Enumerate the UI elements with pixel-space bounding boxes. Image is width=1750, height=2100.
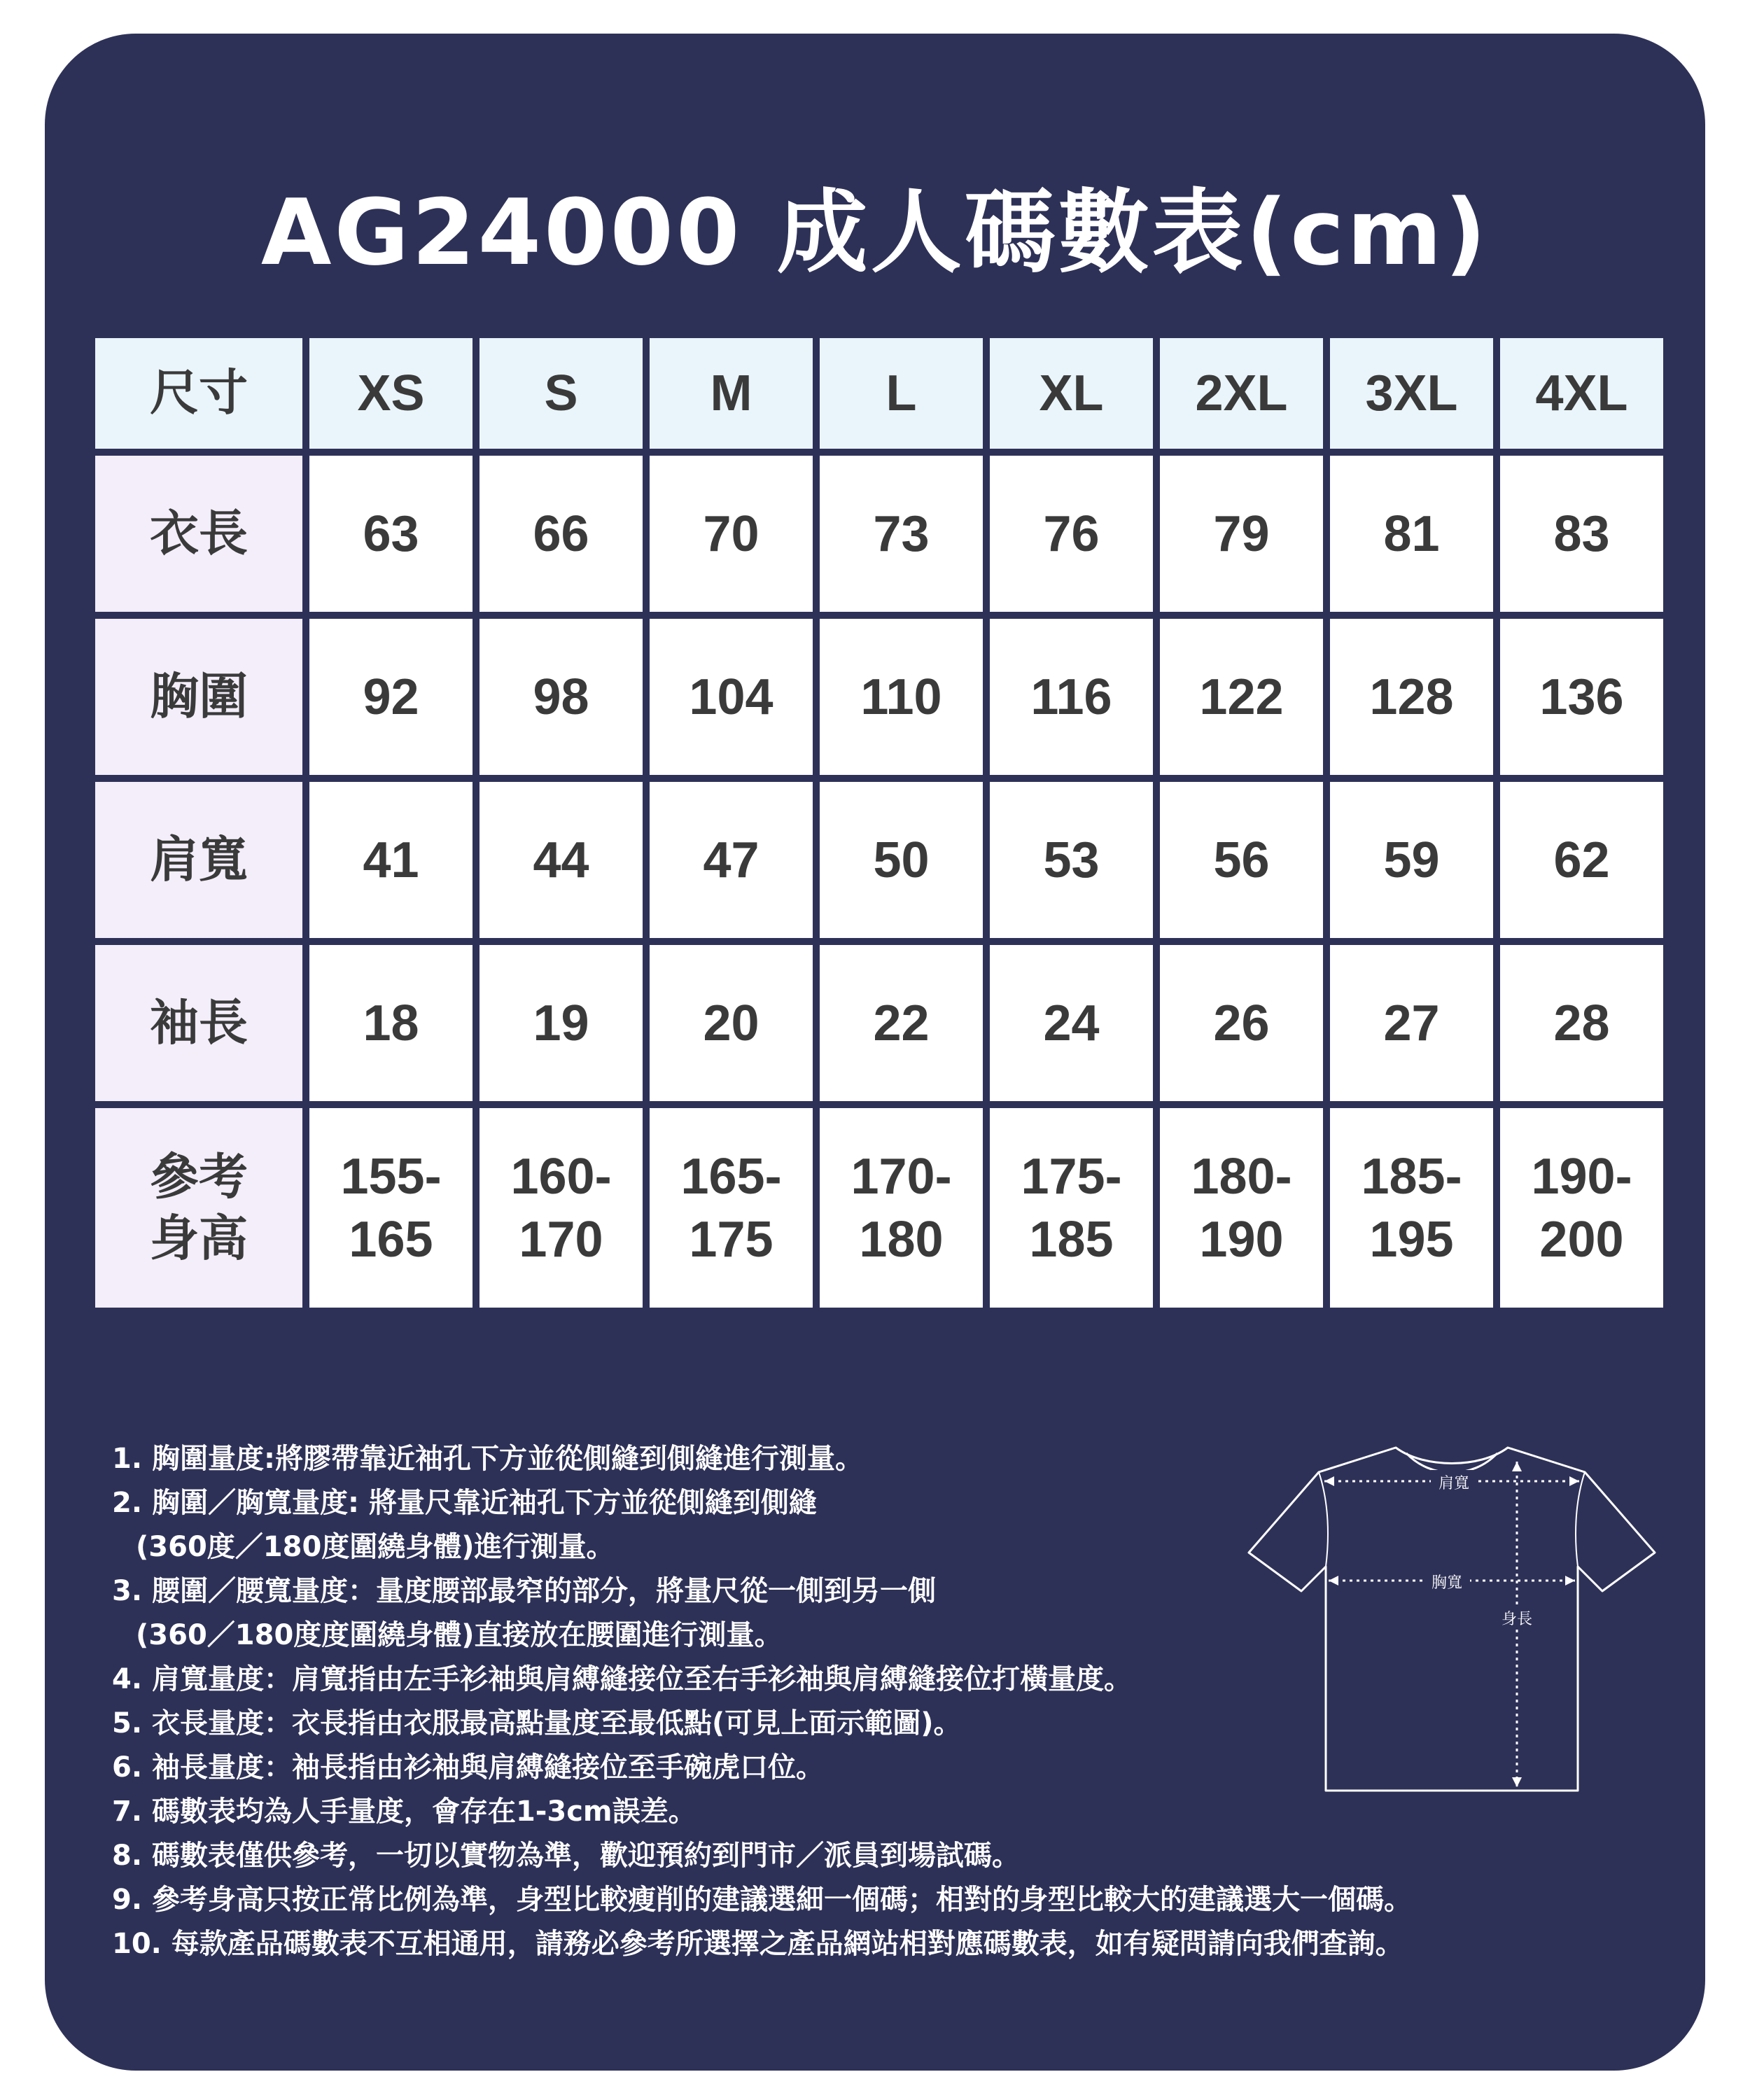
row-label-shoulder: 肩寬 [95, 782, 302, 938]
table-cell: 18 [309, 945, 472, 1101]
table-cell: 73 [820, 456, 983, 612]
body-length-label: 身長 [1501, 1611, 1533, 1628]
row-label-height [95, 1108, 302, 1308]
table-cell: 62 [1500, 782, 1663, 938]
table-cell [820, 1108, 983, 1308]
table-cell: 79 [1160, 456, 1323, 612]
size-chart-card [45, 34, 1705, 2071]
size-header-l: L [820, 338, 983, 449]
table-cell: 41 [309, 782, 472, 938]
table-cell: 22 [820, 945, 983, 1101]
size-table [95, 338, 1663, 1308]
table-cell: 53 [990, 782, 1153, 938]
tshirt-outline [1249, 1448, 1655, 1791]
left-sleeve-seam [1319, 1472, 1328, 1567]
size-header-2xl: 2XL [1160, 338, 1323, 449]
table-cell: 50 [820, 782, 983, 938]
table-cell [309, 1108, 472, 1308]
table-cell: 128 [1330, 619, 1493, 775]
table-cell: 81 [1330, 456, 1493, 612]
height-range: 165- 175 [680, 1148, 782, 1268]
row-label-height-text: 參考 身高 [150, 1148, 248, 1267]
arrow-left-icon [1324, 1476, 1334, 1486]
note-item: (360度／180度圍繞身體)進行測量。 [136, 1531, 615, 1563]
table-cell: 104 [650, 619, 813, 775]
note-item: 6. 袖長量度：袖長指由衫袖與肩縛縫接位至手碗虎口位。 [112, 1751, 824, 1784]
note-item: 1. 胸圍量度:將膠帶靠近袖孔下方並從側縫到側縫進行測量。 [112, 1443, 863, 1475]
size-header-label: 尺寸 [95, 338, 302, 449]
table-cell: 70 [650, 456, 813, 612]
table-cell: 116 [990, 619, 1153, 775]
note-item: 8. 碼數表僅供參考，一切以實物為準，歡迎預約到門市／派員到場試碼。 [112, 1840, 1020, 1872]
table-cell: 92 [309, 619, 472, 775]
table-cell: 20 [650, 945, 813, 1101]
shoulder-width-label: 肩寬 [1438, 1475, 1470, 1492]
size-header-3xl: 3XL [1330, 338, 1493, 449]
table-cell [1160, 1108, 1323, 1308]
table-cell: 136 [1500, 619, 1663, 775]
arrow-right-icon [1569, 1476, 1579, 1486]
tshirt-measurement-diagram [1235, 1420, 1725, 1812]
row-label-chest: 胸圍 [95, 619, 302, 775]
height-range: 155- 165 [340, 1148, 442, 1268]
note-item: 5. 衣長量度：衣長指由衣服最高點量度至最低點(可見上面示範圖)。 [112, 1707, 962, 1740]
table-cell: 98 [479, 619, 643, 775]
table-cell: 66 [479, 456, 643, 612]
table-cell: 59 [1330, 782, 1493, 938]
size-header-xs: XS [309, 338, 472, 449]
note-item: 2. 胸圍／胸寬量度: 將量尺靠近袖孔下方並從側縫到側縫 [112, 1487, 817, 1519]
arrow-left-icon [1329, 1576, 1338, 1586]
height-range: 160- 170 [510, 1148, 612, 1268]
table-cell: 63 [309, 456, 472, 612]
right-sleeve-seam [1576, 1472, 1585, 1567]
table-cell: 56 [1160, 782, 1323, 938]
arrow-right-icon [1565, 1576, 1575, 1586]
height-range: 180- 190 [1191, 1148, 1292, 1268]
size-header-s: S [479, 338, 643, 449]
table-cell: 27 [1330, 945, 1493, 1101]
table-cell [650, 1108, 813, 1308]
arrow-down-icon [1512, 1777, 1522, 1787]
arrow-up-icon [1512, 1462, 1522, 1471]
table-cell [990, 1108, 1153, 1308]
table-cell [479, 1108, 643, 1308]
height-range: 175- 185 [1021, 1148, 1122, 1268]
note-item: 10. 每款產品碼數表不互相通用，請務必參考所選擇之產品網站相對應碼數表，如有疑問請向我們查詢。 [112, 1928, 1404, 1960]
height-range: 190- 200 [1531, 1148, 1632, 1268]
table-cell: 26 [1160, 945, 1323, 1101]
height-range: 185- 195 [1361, 1148, 1462, 1268]
table-cell: 110 [820, 619, 983, 775]
chest-width-label: 胸寬 [1431, 1574, 1463, 1592]
table-cell: 44 [479, 782, 643, 938]
table-cell: 19 [479, 945, 643, 1101]
note-item: 9. 參考身高只按正常比例為準，身型比較瘦削的建議選細一個碼；相對的身型比較大的建議選大一個碼。 [112, 1884, 1412, 1916]
table-cell: 24 [990, 945, 1153, 1101]
height-range: 170- 180 [850, 1148, 952, 1268]
table-cell: 47 [650, 782, 813, 938]
note-item: 7. 碼數表均為人手量度，會存在1-3cm誤差。 [112, 1795, 696, 1828]
size-header-m: M [650, 338, 813, 449]
note-item: 4. 肩寬量度：肩寬指由左手衫袖與肩縛縫接位至右手衫袖與肩縛縫接位打橫量度。 [112, 1663, 1132, 1695]
note-item: 3. 腰圍／腰寬量度：量度腰部最窄的部分，將量尺從一側到另一側 [112, 1575, 936, 1607]
table-cell: 83 [1500, 456, 1663, 612]
size-header-xl: XL [990, 338, 1153, 449]
row-label-sleeve: 袖長 [95, 945, 302, 1101]
table-cell: 76 [990, 456, 1153, 612]
page-title: AG24000 成人碼數表(cm) [260, 179, 1490, 286]
size-header-4xl: 4XL [1500, 338, 1663, 449]
row-label-length: 衣長 [95, 456, 302, 612]
table-cell [1330, 1108, 1493, 1308]
note-item: (360／180度度圍繞身體)直接放在腰圍進行測量。 [136, 1619, 783, 1651]
table-cell: 122 [1160, 619, 1323, 775]
table-cell: 28 [1500, 945, 1663, 1101]
table-cell [1500, 1108, 1663, 1308]
